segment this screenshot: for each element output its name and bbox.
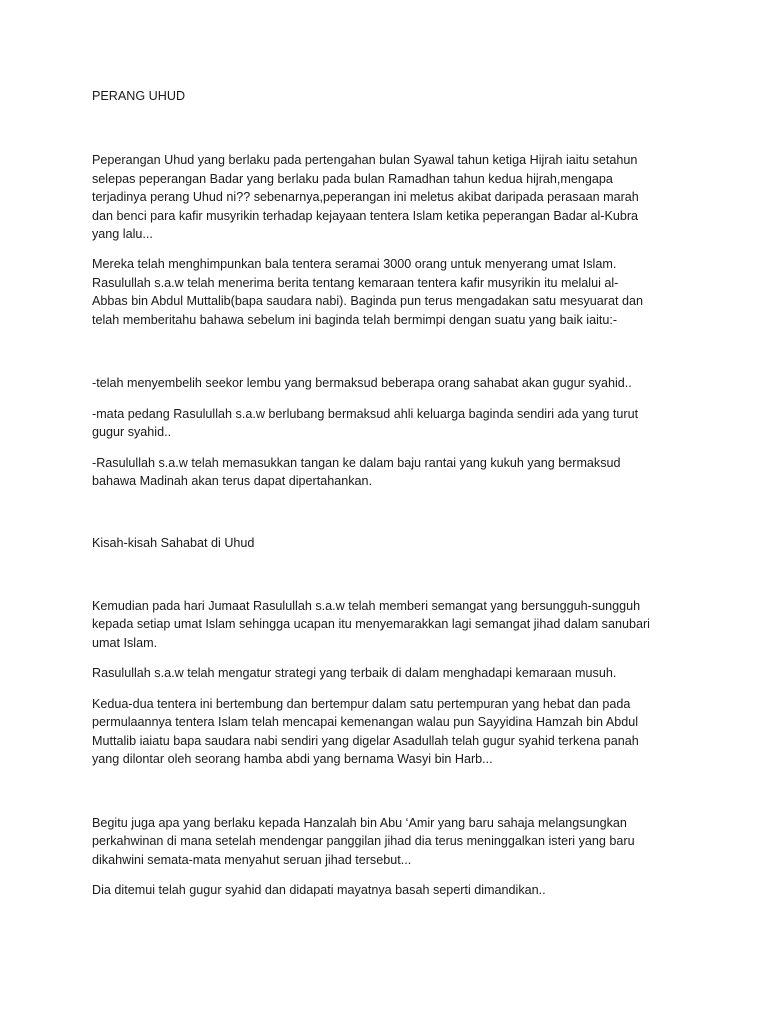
- paragraph-line: Rasulullah s.a.w telah menerima berita tentang kemaraan tentera kafir musyrikin itu melalui al-: [92, 276, 619, 290]
- paragraph-line: terjadinya perang Uhud ni?? sebenarnya,peperangan ini meletus akibat daripada perasaan marah: [92, 190, 639, 204]
- document-title: PERANG UHUD: [92, 89, 186, 103]
- paragraph-line: bahawa Madinah akan terus dapat dipertahankan.: [92, 474, 373, 488]
- paragraph-line: -Rasulullah s.a.w telah memasukkan tangan ke dalam baju rantai yang kukuh yang bermaksud: [92, 456, 621, 470]
- paragraph-line: Rasulullah s.a.w telah mengatur strategi yang terbaik di dalam menghadapi kemaraan musuh.: [92, 666, 617, 680]
- paragraph-line: dan benci para kafir musyrikin terhadap kejayaan tentera Islam ketika peperangan Badar al-Kubra: [92, 209, 639, 223]
- paragraph-line: gugur syahid..: [92, 425, 172, 439]
- paragraph-line: Kedua-dua tentera ini bertembung dan bertempur dalam satu pertempuran yang hebat dan pada: [92, 697, 631, 711]
- paragraph-line: kepada setiap umat Islam sehingga ucapan itu menyemarakkan lagi semangat jihad dalam sanubari: [92, 617, 650, 631]
- paragraph-line: Peperangan Uhud yang berlaku pada pertengahan bulan Syawal tahun ketiga Hijrah iaitu setahun: [92, 153, 638, 167]
- paragraph-line: yang dilontar oleh seorang hamba abdi yang bernama Wasyi bin Harb...: [92, 752, 493, 766]
- paragraph-line: Abbas bin Abdul Muttalib(bapa saudara nabi). Baginda pun terus mengadakan satu mesyuarat dan: [92, 294, 643, 308]
- paragraph-line: Mereka telah menghimpunkan bala tentera seramai 3000 orang untuk menyerang umat Islam.: [92, 257, 617, 271]
- paragraph-line: Begitu juga apa yang berlaku kepada Hanzalah bin Abu ‘Amir yang baru sahaja melangsungkan: [92, 816, 627, 830]
- paragraph-line: Muttalib iaiatu bapa saudara nabi sendiri yang digelar Asadullah telah gugur syahid terkena panah: [92, 734, 639, 748]
- paragraph-line: selepas peperangan Badar yang berlaku pada bulan Ramadhan tahun kedua hijrah,mengapa: [92, 172, 613, 186]
- paragraph-line: umat Islam.: [92, 636, 158, 650]
- section-subheading: Kisah-kisah Sahabat di Uhud: [92, 536, 255, 550]
- paragraph-line: -telah menyembelih seekor lembu yang bermaksud beberapa orang sahabat akan gugur syahid..: [92, 376, 632, 390]
- paragraph-line: -mata pedang Rasulullah s.a.w berlubang bermaksud ahli keluarga baginda sendiri ada yang turut: [92, 407, 639, 421]
- paragraph-line: yang lalu...: [92, 227, 153, 241]
- paragraph-line: dikahwini semata-mata menyahut seruan jihad tersebut...: [92, 853, 412, 867]
- paragraph-line: telah memberitahu bahawa sebelum ini baginda telah bermimpi dengan suatu yang baik iaitu:-: [92, 313, 618, 327]
- paragraph-line: Dia ditemui telah gugur syahid dan didapati mayatnya basah seperti dimandikan..: [92, 883, 546, 897]
- paragraph-line: permulaannya tentera Islam telah mencapai kemenangan walau pun Sayyidina Hamzah bin Abdul: [92, 715, 639, 729]
- paragraph-line: perkahwinan di mana setelah mendengar panggilan jihad dia terus meninggalkan isteri yang baru: [92, 834, 635, 848]
- paragraph-line: Kemudian pada hari Jumaat Rasulullah s.a.w telah memberi semangat yang bersungguh-sungguh: [92, 599, 641, 613]
